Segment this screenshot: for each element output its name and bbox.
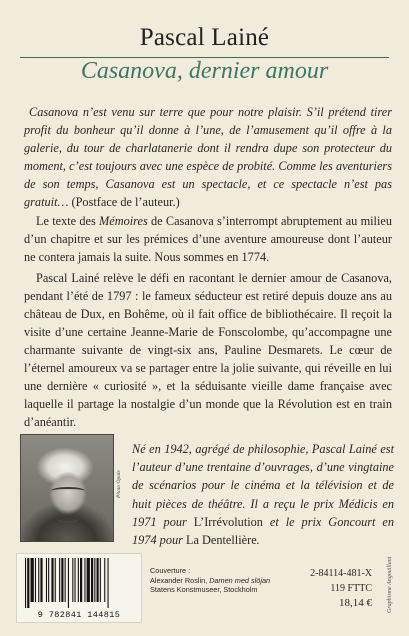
synopsis-paragraph-2: Pascal Lainé relève le défi en racontant le dernier amour de Casanova, pendant l’été de 1797 : le fameux séducteur est retiré depuis douze ans au château de Dux, en Bohême, où il fait office de bibliothécaire. Il reçoit la visite d’une certaine Jeanne-Marie de Fonscolombe, qu’accompagne une charmante suivante de vingt-six ans, Pauline Desmarets. Le cœur de l’éternel amoureux va se partager entre la jolie suivante, qui réveille en lui une dernière « curiosité », et la séduisante vieille dame française avec laquelle il partage la nostalgie d’un monde que la Révolution est en train d’anéantir. bbox=[24, 271, 392, 429]
barcode-bar bbox=[40, 558, 42, 602]
photo-credit: Photo Opale bbox=[116, 470, 122, 498]
barcode-bar bbox=[46, 558, 47, 602]
barcode-bar bbox=[38, 558, 39, 602]
author-bio bbox=[132, 440, 394, 549]
barcode-bar bbox=[65, 558, 66, 602]
barcode-bar bbox=[61, 558, 63, 602]
barcode-bar bbox=[72, 558, 73, 602]
barcode-bar bbox=[104, 558, 105, 602]
quote-text: Casanova n’est venu sur terre que pour notre plaisir. S’il prétend tirer profit du bonheur qu’il donne à l’une, de l’amusement qu’il offre à la galerie, du tour de charlatanerie dont il rendra dupe son protecteur du moment, c’est toujours avec une espèce de probité. Comme les aventuriers de son temps, Casanova est un spectacle, et ce spectacle n’est pas gratuit… bbox=[24, 105, 392, 209]
barcode-bar bbox=[91, 558, 93, 602]
cover-credit bbox=[150, 566, 300, 595]
barcode-bar bbox=[35, 558, 36, 602]
bio-work-1: L’Irrévolution bbox=[193, 514, 263, 529]
barcode-bar bbox=[75, 558, 76, 602]
bio-work-2: La Dentellière bbox=[185, 533, 257, 548]
price-fttc: 119 FTTC bbox=[330, 583, 372, 594]
cover-work: Damen med slöjan bbox=[209, 575, 271, 585]
bio-text-3: . bbox=[256, 533, 260, 548]
epigraph-quote bbox=[24, 103, 392, 211]
synopsis bbox=[24, 212, 392, 431]
barcode-bar bbox=[80, 558, 82, 602]
photo-mouth bbox=[57, 515, 79, 523]
barcode-bar bbox=[78, 558, 79, 602]
isbn-barcode bbox=[16, 553, 142, 623]
cover-artist-line bbox=[150, 576, 300, 586]
barcode-bar bbox=[25, 558, 26, 608]
price-block bbox=[300, 566, 372, 611]
barcode-digits: 9 782841 144815 bbox=[37, 610, 121, 620]
author-name: Pascal Lainé bbox=[139, 24, 270, 51]
p1-end: de Casanova s’interrompt abruptement au milieu d’un chapitre et sur les prémices d’une aventure amoureuse dont l’auteur ne contera jamais la suite. Nous sommes en 1774. bbox=[24, 214, 392, 264]
author-photo bbox=[20, 434, 114, 542]
photo-eyes bbox=[51, 487, 85, 495]
barcode-bar bbox=[97, 558, 99, 602]
price-euro: 18,14 € bbox=[339, 597, 372, 609]
cover-artist: Alexander Roslin, bbox=[150, 575, 210, 585]
barcode-bar bbox=[31, 558, 34, 602]
bio-text-1: Né en 1942, agrégé de philosophie, Pascal Lainé est l’auteur d’une trentaine d’ouvrages, d’une vingtaine de scénarios pour le cinéma et la télévision et de huit pièces de théâtre. Il a reçu le prix Médicis en 1971 pour bbox=[132, 442, 394, 529]
barcode-bar bbox=[48, 558, 49, 602]
synopsis-paragraph-1 bbox=[24, 212, 392, 266]
p1-start: Le texte des bbox=[36, 214, 100, 228]
bio-text-2: et le prix Goncourt en 1974 pour bbox=[132, 514, 394, 548]
barcode-bar bbox=[51, 558, 53, 602]
barcode-bar bbox=[94, 558, 95, 602]
isbn-number: 2-84114-481-X bbox=[310, 568, 372, 579]
quote-source: (Postface de l’auteur.) bbox=[68, 195, 180, 209]
barcode-bar bbox=[59, 558, 60, 602]
barcode-bar bbox=[100, 558, 101, 602]
barcode-bar bbox=[87, 558, 90, 602]
memoires-title: Mémoires bbox=[99, 214, 148, 228]
barcode-bar bbox=[108, 558, 109, 608]
barcode-bar bbox=[68, 558, 69, 608]
design-credit: Graphisme Angouillant bbox=[387, 556, 393, 613]
barcode-bar bbox=[27, 558, 29, 608]
cover-heading: Couverture : bbox=[150, 566, 191, 575]
barcode-bar bbox=[84, 558, 85, 602]
barcode-bars bbox=[23, 558, 135, 608]
barcode-bar bbox=[55, 558, 56, 602]
cover-museum: Statens Konstmuseer, Stockholm bbox=[150, 585, 258, 595]
book-title: Casanova, dernier amour bbox=[80, 58, 329, 84]
